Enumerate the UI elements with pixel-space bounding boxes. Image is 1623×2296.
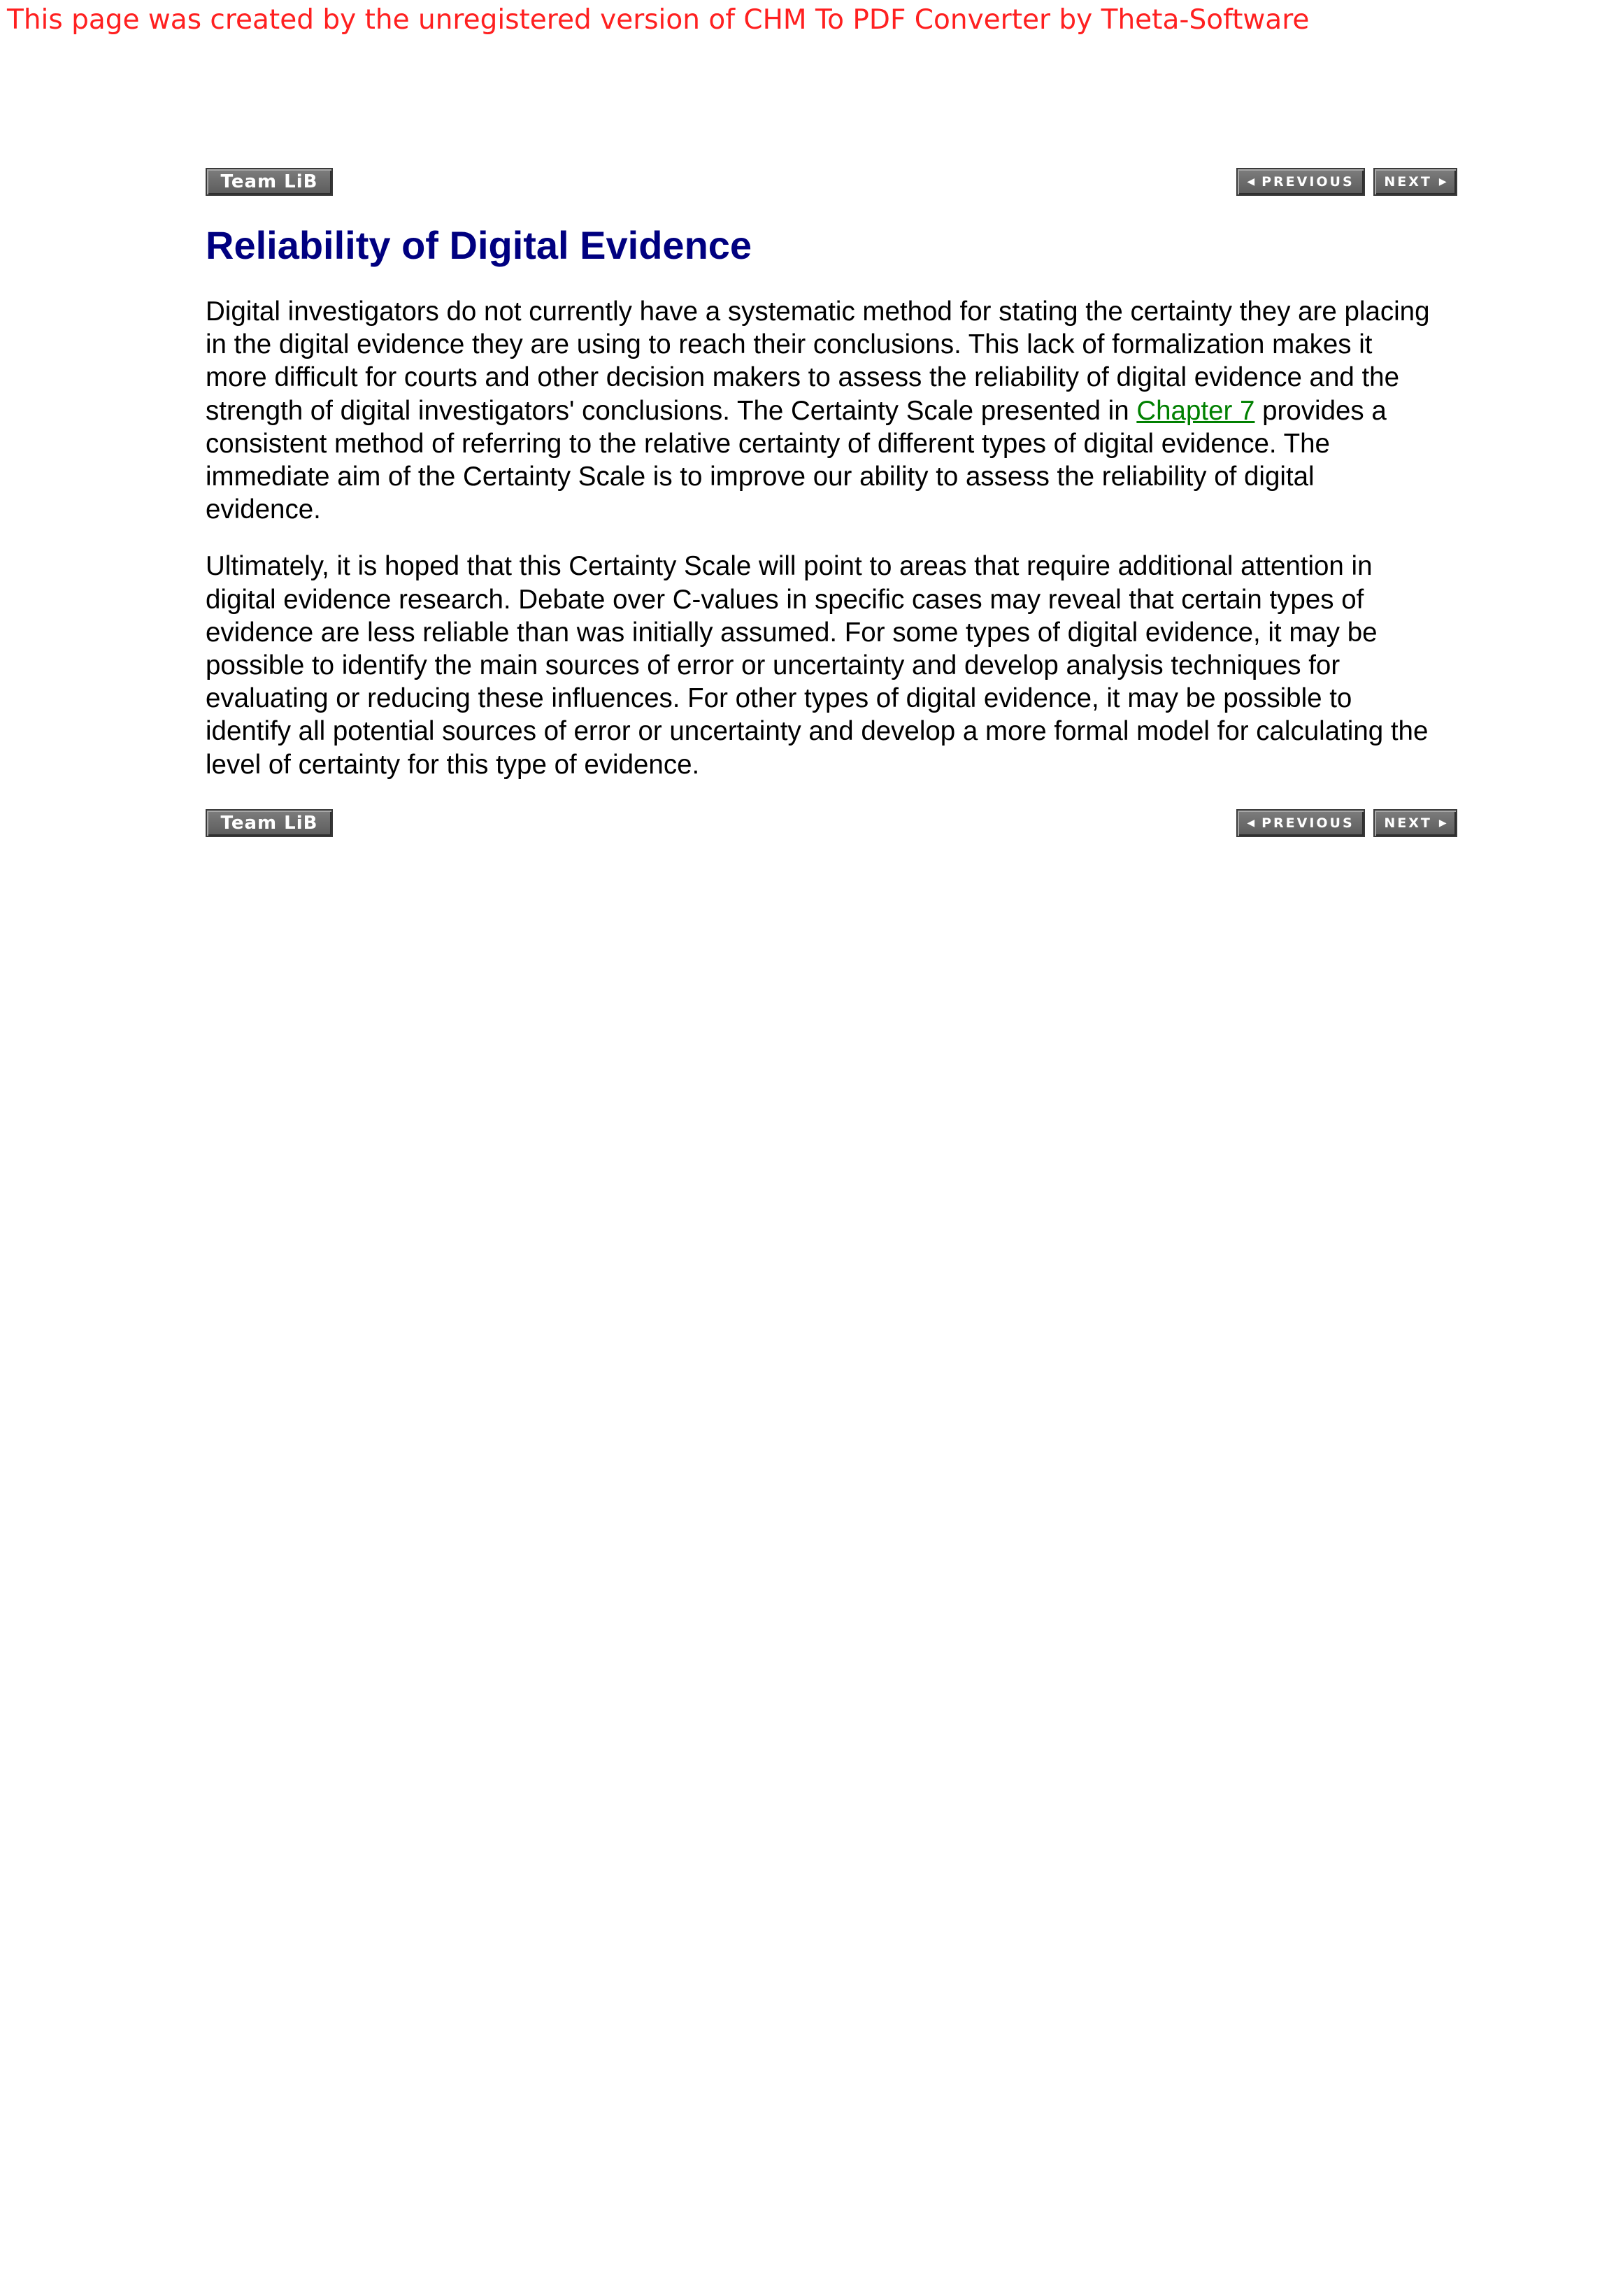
chapter-7-link[interactable]: Chapter 7 [1136, 395, 1255, 426]
bottom-navigation-bar [206, 809, 1457, 839]
team-lib-button-bottom[interactable] [206, 809, 333, 837]
previous-button-bottom[interactable] [1236, 809, 1365, 837]
triangle-left-icon: ◀ [1247, 818, 1255, 829]
triangle-left-icon: ◀ [1247, 176, 1255, 187]
previous-label: PREVIOUS [1261, 815, 1354, 831]
triangle-right-icon: ▶ [1438, 818, 1447, 829]
team-lib-label: Team LiB [220, 813, 318, 834]
paragraph-1-text-after-link: provides a consistent method of referring to the relative certainty of different types of digital evidence. The immediate aim of the Certainty Scale is to improve our ability to assess the reliability of digital evidence. [206, 395, 1387, 525]
paragraph-1-text-before-link: Digital investigators do not currently have a systematic method for stating the certainty they are placing in the digital evidence they are using to reach their conclusions. This lack of formalization makes it more difficult for courts and other decision makers to assess the reliability of digital evidence and the strength of digital investigators' conclusions. The Certainty Scale presented in [206, 297, 1430, 426]
top-navigation-bar [206, 168, 1457, 197]
paragraph-1 [206, 295, 1436, 526]
next-button-bottom[interactable] [1373, 809, 1457, 837]
previous-button[interactable] [1236, 168, 1365, 196]
paragraph-2: Ultimately, it is hoped that this Certainty Scale will point to areas that require additional attention in digital evidence research. Debate over C-values in specific cases may reveal that certain types of evidence are less reliable than was initially assumed. For some types of digital evidence, it may be possible to identify the main sources of error or uncertainty and develop analysis techniques for evaluating or reducing these influences. For other types of digital evidence, it may be possible to identify all potential sources of error or uncertainty and develop a more formal model for calculating the level of certainty for this type of evidence. [206, 551, 1429, 780]
page-title: Reliability of Digital Evidence [206, 223, 752, 267]
triangle-right-icon: ▶ [1438, 176, 1447, 187]
article-body [206, 295, 1436, 805]
team-lib-label: Team LiB [220, 171, 318, 192]
converter-watermark: This page was created by the unregistered version of CHM To PDF Converter by Theta-Software [7, 4, 1310, 36]
next-label: NEXT [1384, 174, 1432, 190]
next-button[interactable] [1373, 168, 1457, 196]
next-label: NEXT [1384, 815, 1432, 831]
previous-label: PREVIOUS [1261, 174, 1354, 190]
team-lib-button[interactable] [206, 168, 333, 196]
